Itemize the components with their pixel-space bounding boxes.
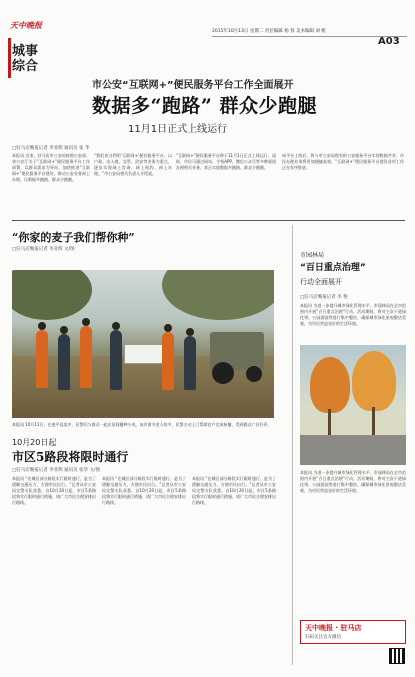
column-divider	[292, 225, 293, 665]
photo-tree	[310, 357, 350, 413]
photo-person-head	[38, 322, 46, 330]
lead-bottom-rule	[12, 220, 405, 221]
lead-body-col3: “互联网+”便民服务平台将于11月1日正式上线运行。届时，市民可通过网站、手机APP、微信公众号等多种渠道办理相关业务，真正实现数据多跑路、群众少跑腿。	[176, 153, 276, 170]
photo-tractor-wheel	[246, 366, 262, 382]
photo-tractor-wheel	[212, 362, 234, 384]
second-story-byline: □驻马店晚报记者 李亚辉 文/图	[12, 247, 75, 252]
photo-person	[162, 332, 174, 390]
photo-person	[110, 330, 122, 390]
photo-person	[80, 326, 92, 388]
promo-box	[300, 620, 406, 644]
lead-body-col2: “我们充分利用‘互联网+’便民服务平台，以户政、出入境、交管、治安等业务为重点，逐步实现网上咨询、网上预约、网上办理。”市公安局相关负责人介绍说。	[94, 153, 172, 176]
section-accent-bar	[8, 38, 11, 78]
park-photo	[300, 345, 406, 465]
lead-byline: □驻马店晚报记者 李亚辉 通讯员 张 华	[12, 146, 90, 151]
right-story-subhead: 行动全面展开	[300, 278, 342, 286]
third-story-body-col1: 本报讯 “在城区部分路段实行限时通行，是为了缓解交通压力，方便市民出行。”记者从市公安局交警支队获悉，自10月20日起，市区5条路段将实行限时通行措施，请广大市民合理安排出行路线。	[12, 476, 96, 505]
photo-person	[58, 334, 70, 390]
page-number: A03	[378, 36, 400, 47]
newspaper-logo: 天中晚报	[10, 21, 42, 30]
promo-title: 天中晚报 · 驻马店	[305, 624, 362, 632]
photo-person-head	[112, 322, 120, 330]
second-story-body: 本报讯 10月11日，在遂平县某乡，民警们与群众一起在田间播种小麦。该乡留守老人较多，民警主动上门帮助农户完成秋播，受到群众广泛好评。	[12, 422, 272, 427]
dateline: 2015年10月13日 星期二 责任编辑 杨 蓉 美术编辑 刘 帆	[212, 29, 326, 34]
photo-person	[184, 336, 196, 390]
third-story-body-col3: 本报讯 “在城区部分路段实行限时通行，是为了缓解交通压力，方便市民出行。”记者从市公安局交警支队获悉，自10月20日起，市区5条路段将实行限时通行措施，请广大市民合理安排出行路线。	[192, 476, 276, 505]
photo-tree-trunk	[372, 407, 375, 435]
third-story-kicker: 10月20日起	[12, 438, 57, 447]
section-title-line2: 综合	[12, 59, 39, 74]
farm-photo	[12, 270, 274, 418]
third-story-body-col2: 本报讯 “在城区部分路段实行限时通行，是为了缓解交通压力，方便市民出行。”记者从市公安局交警支队获悉，自10月20日起，市区5条路段将实行限时通行措施，请广大市民合理安排出行路线。	[102, 476, 186, 505]
right-story-byline: □驻马店晚报记者 李 艳	[300, 295, 348, 300]
right-story-kicker: 市园林局	[300, 252, 325, 259]
section-title-line1: 城事	[12, 44, 39, 59]
section-title	[12, 44, 38, 74]
third-story-headline: 市区5路段将限时通行	[12, 450, 129, 464]
promo-subtitle: 扫码关注官方微信	[305, 635, 341, 640]
lead-headline: 数据多“跑路” 群众少跑腿	[92, 95, 317, 117]
photo-person-head	[186, 328, 194, 336]
lead-body-col4: 该平台上线后，将与市公安局现有的公安服务平台实现数据共享，市民办理业务将更加便捷高效，“互联网+”便民服务平台建设各项工作正在有序推进。	[282, 153, 404, 170]
second-story-headline: “你家的麦子我们帮你种”	[12, 231, 135, 244]
photo-tree	[12, 270, 92, 320]
qr-code-icon	[389, 648, 405, 664]
photo-person	[36, 330, 48, 388]
photo-road	[300, 435, 406, 465]
right-story-body-top: 本报讯 为进一步提升城市绿化管理水平，市园林局在全市范围内开展“百日重点治理”行动。活动期间，将对主次干道绿化带、公园游园等进行集中整治，确保城市绿化景观整洁美观，为市民营造良好的生活环境。	[300, 303, 406, 326]
photo-person-head	[82, 318, 90, 326]
lead-kicker: 市公安“互联网+”便民服务平台工作全面展开	[92, 80, 294, 91]
lead-body-col1: 本报讯 近来，驻马店市公安局按照公安部、省公安厅关于“互联网+”便民服务平台工作部署，以群众需求为导向，加快推进“互联网+”便民服务平台建设，推动公安业务网上办理，让数据多跑路、群众少跑腿。	[12, 153, 90, 182]
photo-person-head	[164, 324, 172, 332]
lead-subhead: 11月1日正式上线运行	[128, 124, 228, 135]
right-story-body-bottom: 本报讯 为进一步提升城市绿化管理水平，市园林局在全市范围内开展“百日重点治理”行动。活动期间，将对主次干道绿化带、公园游园等进行集中整治，确保城市绿化景观整洁美观，为市民营造良好的生活环境。	[300, 470, 406, 493]
photo-tree	[352, 351, 396, 411]
photo-tree-trunk	[328, 409, 331, 435]
photo-tree	[162, 270, 274, 320]
third-story-byline: □驻马店晚报记者 李亚辉 通讯员 张华 文/图	[12, 468, 100, 473]
right-story-headline: “百日重点治理”	[300, 263, 366, 273]
photo-person-head	[60, 326, 68, 334]
